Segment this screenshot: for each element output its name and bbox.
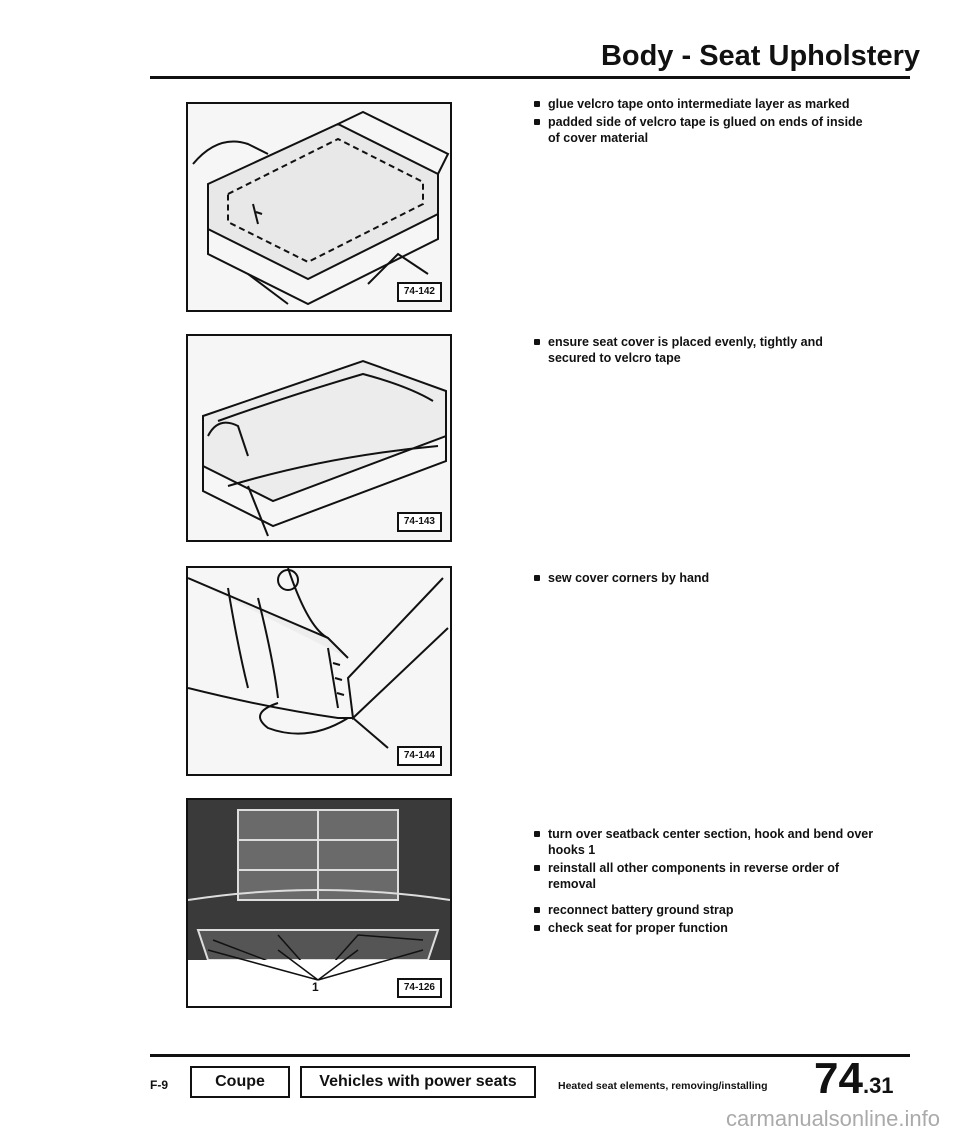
figure-label: 74-143	[397, 512, 442, 532]
instruction-item: reinstall all other components in reverse order of removal	[534, 860, 874, 892]
instruction-item: ensure seat cover is placed evenly, tightly and secured to velcro tape	[534, 334, 874, 366]
figure-74-126	[186, 798, 452, 1008]
instruction-block-5	[534, 902, 874, 938]
figure-label: 74-126	[397, 978, 442, 998]
instruction-block-3	[534, 570, 874, 588]
instruction-item: sew cover corners by hand	[534, 570, 874, 586]
instruction-item: glue velcro tape onto intermediate layer as marked	[534, 96, 874, 112]
figure-74-142	[186, 102, 452, 312]
seat-cushion-illustration	[188, 104, 450, 310]
footer-rule	[150, 1054, 910, 1057]
instruction-item: turn over seatback center section, hook and bend over hooks 1	[534, 826, 874, 858]
footer-description: Heated seat elements, removing/installing	[558, 1080, 768, 1092]
instruction-block-4	[534, 826, 874, 894]
figure-label: 74-142	[397, 282, 442, 302]
model-tag-power-seats: Vehicles with power seats	[300, 1066, 536, 1098]
instruction-block-1	[534, 96, 874, 148]
page-number-main: 74	[814, 1054, 863, 1103]
watermark: carmanualsonline.info	[725, 1106, 940, 1131]
sewing-corner-illustration	[188, 568, 450, 774]
model-tag-coupe: Coupe	[190, 1066, 290, 1098]
page-number	[814, 1054, 894, 1104]
page-code: F-9	[150, 1078, 168, 1092]
figure-74-143	[186, 334, 452, 542]
figure-74-144	[186, 566, 452, 776]
page-number-sub: .31	[862, 1073, 894, 1098]
seat-cover-illustration	[188, 336, 450, 540]
header-rule	[150, 76, 910, 79]
instruction-block-2	[534, 334, 874, 368]
seatback-frame-illustration	[188, 800, 450, 1006]
instruction-item: reconnect battery ground strap	[534, 902, 874, 918]
instruction-item: padded side of velcro tape is glued on ends of inside of cover material	[534, 114, 874, 146]
instruction-item: check seat for proper function	[534, 920, 874, 936]
callout-number: 1	[312, 980, 319, 994]
figure-label: 74-144	[397, 746, 442, 766]
page-title: Body - Seat Upholstery	[600, 40, 920, 72]
